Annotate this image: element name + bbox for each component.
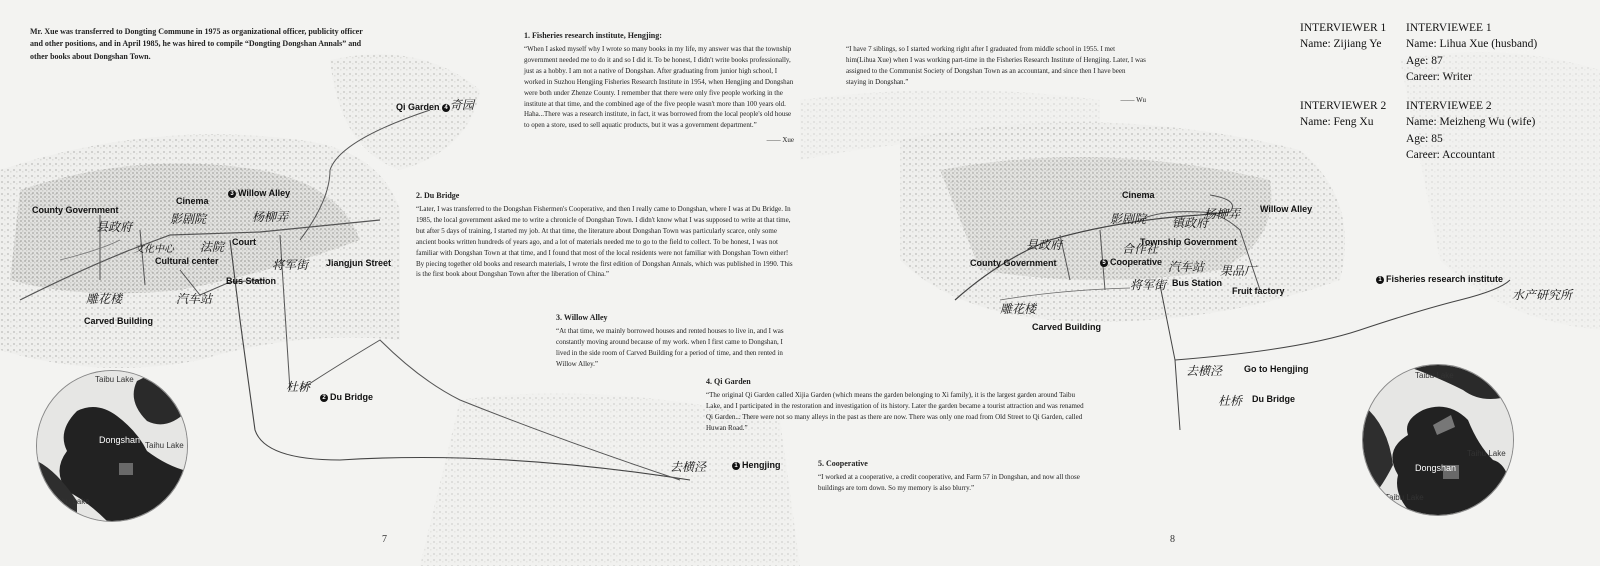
label-bus-station: Bus Station	[1172, 278, 1223, 288]
handwritten-note: 去横泾	[670, 460, 707, 474]
handwritten-note: 县政府	[1026, 238, 1063, 252]
handwritten-note: 将军街	[272, 258, 309, 272]
interviewer-1-title: INTERVIEWER 1	[1300, 22, 1387, 34]
label-cinema: Cinema	[1122, 190, 1155, 200]
page-number: 8	[1170, 534, 1175, 545]
handwritten-note: 雕花楼	[1000, 302, 1037, 316]
story-title: 5. Cooperative	[818, 459, 868, 468]
handwritten-note: 影剧院	[1110, 212, 1147, 226]
label-fisheries-institute	[1376, 274, 1503, 284]
location-inset-map	[1362, 364, 1514, 516]
label-text: Fisheries research institute	[1386, 274, 1504, 284]
interviewee-1-name: Name: Lihua Xue (husband)	[1406, 38, 1538, 51]
marker-number: 3	[228, 190, 236, 198]
handwritten-note: 影剧院	[170, 212, 207, 226]
handwritten-note: 杨柳弄	[252, 210, 289, 224]
interviewee-2-career: Career: Accountant	[1406, 148, 1496, 161]
story-5	[818, 458, 1088, 494]
interviewer-1	[1300, 20, 1386, 53]
story-title: 3. Willow Alley	[556, 313, 608, 322]
label-text: Du Bridge	[330, 392, 374, 402]
marker-number: 1	[732, 462, 740, 470]
story-title: 1. Fisheries research institute, Hengjing:	[524, 31, 662, 40]
inset-label-bottom: Taibu Lake	[1385, 493, 1424, 502]
label-cooperative	[1100, 257, 1162, 267]
inset-label-right: Taihu Lake	[1467, 449, 1506, 458]
handwritten-note: 果品厂	[1220, 264, 1257, 278]
label-text: Qi Garden	[396, 102, 440, 112]
quote-signature: —— Wu	[1120, 96, 1146, 105]
story-3	[556, 312, 796, 370]
inset-label-top: Taibu Lake	[1415, 371, 1454, 380]
location-inset-map	[36, 370, 188, 522]
story-title: 2. Du Bridge	[416, 191, 460, 200]
interviewee-2	[1406, 98, 1535, 163]
handwritten-note: 文化中心	[134, 244, 174, 255]
interviewee-1-age: Age: 87	[1406, 54, 1443, 67]
handwritten-note: 杨柳弄	[1204, 207, 1241, 221]
story-2	[416, 190, 796, 280]
label-county-government: County Government	[32, 205, 119, 215]
handwritten-note: 镇政府	[1172, 216, 1209, 230]
interviewee-2-name: Name: Meizheng Wu (wife)	[1406, 116, 1536, 129]
marker-number: 2	[320, 394, 328, 402]
handwritten-note: 汽车站	[1168, 260, 1205, 274]
inset-label-bottom: aibu Lake	[55, 497, 90, 506]
label-cinema: Cinema	[176, 196, 209, 206]
handwritten-note: 去横泾	[1186, 364, 1223, 378]
quote-body: “I have 7 siblings, so I started working right after I graduated from middle school in 1955. I met him(Lihua Xue) when I was working part-time in the Fisheries Research Institute of Hengjing. Later, I was assigned to the Communist Society of Dongshan Town as an accountant, and since then I have been staying in Dongshan.”	[846, 45, 1146, 86]
story-4	[706, 376, 1086, 434]
label-willow-alley: Willow Alley	[1260, 204, 1313, 214]
label-court: Court	[232, 237, 256, 247]
interviewer-1-name: Name: Zijiang Ye	[1300, 38, 1382, 51]
interviewer-2-title: INTERVIEWER 2	[1300, 100, 1387, 112]
story-1	[524, 30, 794, 146]
interviewee-1-title: INTERVIEWEE 1	[1406, 22, 1492, 34]
label-carved-building: Carved Building	[84, 316, 154, 326]
story-title: 4. Qi Garden	[706, 377, 751, 386]
interviewee-2-title: INTERVIEWEE 2	[1406, 100, 1492, 112]
inset-label-center: Dongshan	[1415, 463, 1457, 473]
page-number: 7	[382, 534, 387, 545]
label-du-bridge: Du Bridge	[1252, 394, 1296, 404]
story-body: “When I asked myself why I wrote so many books in my life, my answer was that the township government needed me to do it and so I did it. To be honest, I didn't write books professionally, just as a hobby. I am not a native of Dongshan. After graduating from junior high school, I worked in Suzhou Hengjing Fisheries Research Institute in 1954, when Hengjing and Dongshan were both under Zhenze County. I remember that there were only five people working in the institute at that time, and the combined age of the five people wasn't more than 100 years old. Haha...There was a research institute, in fact, it was borrowed from the local people's old house to open a store, used to sell aquatic products, but it was a government department.”	[524, 45, 794, 130]
label-go-to-hengjing: Go to Hengjing	[1244, 364, 1309, 374]
label-qi-garden	[396, 102, 452, 112]
label-jiangjun-street: Jiangjun Street	[326, 258, 392, 268]
handwritten-note: 合作社	[1122, 242, 1159, 256]
handwritten-note: 将军街	[1130, 278, 1167, 292]
label-text: Hengjing	[742, 460, 781, 470]
marker-number: 4	[442, 104, 450, 112]
label-text: Cooperative	[1110, 257, 1163, 267]
story-body: “Later, I was transferred to the Dongshan Fishermen's Cooperative, and then I really came to Dongshan, where I was at Du Bridge. In 1985, the local government asked me to write a chronicle of Dongshan Town. I didn't know what I was supposed to write at that time, but after 5 days of training, I started my job. At that time, the literature about Dongshan Town was particularly scarce, only some ancient books written hundreds of years ago, and a lot of materials needed me to go to the field to collect. To be honest, I was not familiar with Dongshan Town at that time, and I found that most of the local residents were not familiar with Dongshan Town either! By piecing together old books and research materials, I wrote the first edition of Dongshan Annals, which was published in 1990. This is the first book about Dongshan Town after the liberation of China.”	[416, 205, 793, 279]
interviewee-1	[1406, 20, 1537, 85]
interviewee-2-age: Age: 85	[1406, 132, 1443, 145]
label-carved-building: Carved Building	[1032, 322, 1102, 332]
inset-label-right: Taihu Lake	[145, 441, 184, 450]
label-willow-alley	[228, 188, 290, 198]
quote-wu	[846, 44, 1146, 106]
label-hengjing	[732, 460, 781, 470]
marker-number: 1	[1376, 276, 1384, 284]
label-text: Willow Alley	[238, 188, 291, 198]
label-cultural-center: Cultural center	[155, 256, 219, 266]
marker-number: 5	[1100, 259, 1108, 267]
label-fruit-factory: Fruit factory	[1232, 286, 1285, 296]
handwritten-note: 法院	[200, 240, 225, 254]
story-body: “I worked at a cooperative, a credit cooperative, and Farm 57 in Dongshan, and now all those buildings are torn down. So my memory is also blurry.”	[818, 473, 1080, 493]
handwritten-note: 杜桥	[1218, 394, 1243, 408]
story-signature: —— Xue	[766, 136, 794, 145]
handwritten-note: 雕花楼	[86, 292, 123, 306]
inset-label-top: Taibu Lake	[95, 375, 134, 384]
handwritten-note: 水产研究所	[1512, 288, 1573, 302]
label-township-government: Township Government	[1140, 237, 1237, 247]
interviewer-2-name: Name: Feng Xu	[1300, 116, 1374, 129]
inset-label-center: Dongshan	[99, 435, 141, 445]
label-county-government: County Government	[970, 258, 1057, 268]
story-body: “At that time, we mainly borrowed houses and rented houses to live in, and I was constantly moving around because of my work. when I first came to Dongshan, I lived in the side room of Carved Building for a period of time, and then rented in Willow Alley.”	[556, 327, 784, 368]
interviewee-1-career: Career: Writer	[1406, 70, 1473, 83]
handwritten-note: 县政府	[96, 220, 133, 234]
handwritten-note: 杜桥	[286, 380, 311, 394]
handwritten-note: 汽车站	[176, 292, 213, 306]
label-bus-station: Bus Station	[226, 276, 277, 286]
intro-text: Mr. Xue was transferred to Dongting Commune in 1975 as organizational officer, publicity officer and other positions, and in April 1985, he was hired to compile “Dongting Dongshan Annals” and other books about Dongshan Town.	[30, 27, 363, 61]
story-body: “The original Qi Garden called Xijia Garden (which means the garden belonging to Xi family), it is the largest garden around Taibu Lake, and I participated in the restoration and investigation of its history. Later the garden became a tourist attraction and was renamed Qi Garden... There were not so many alleys in the past as there are now. There was only one road from Old Street to Qi Garden, called Huwan Road.”	[706, 391, 1084, 432]
label-du-bridge	[320, 392, 373, 402]
handwritten-note: 奇园	[450, 98, 475, 112]
interviewer-2	[1300, 98, 1386, 131]
